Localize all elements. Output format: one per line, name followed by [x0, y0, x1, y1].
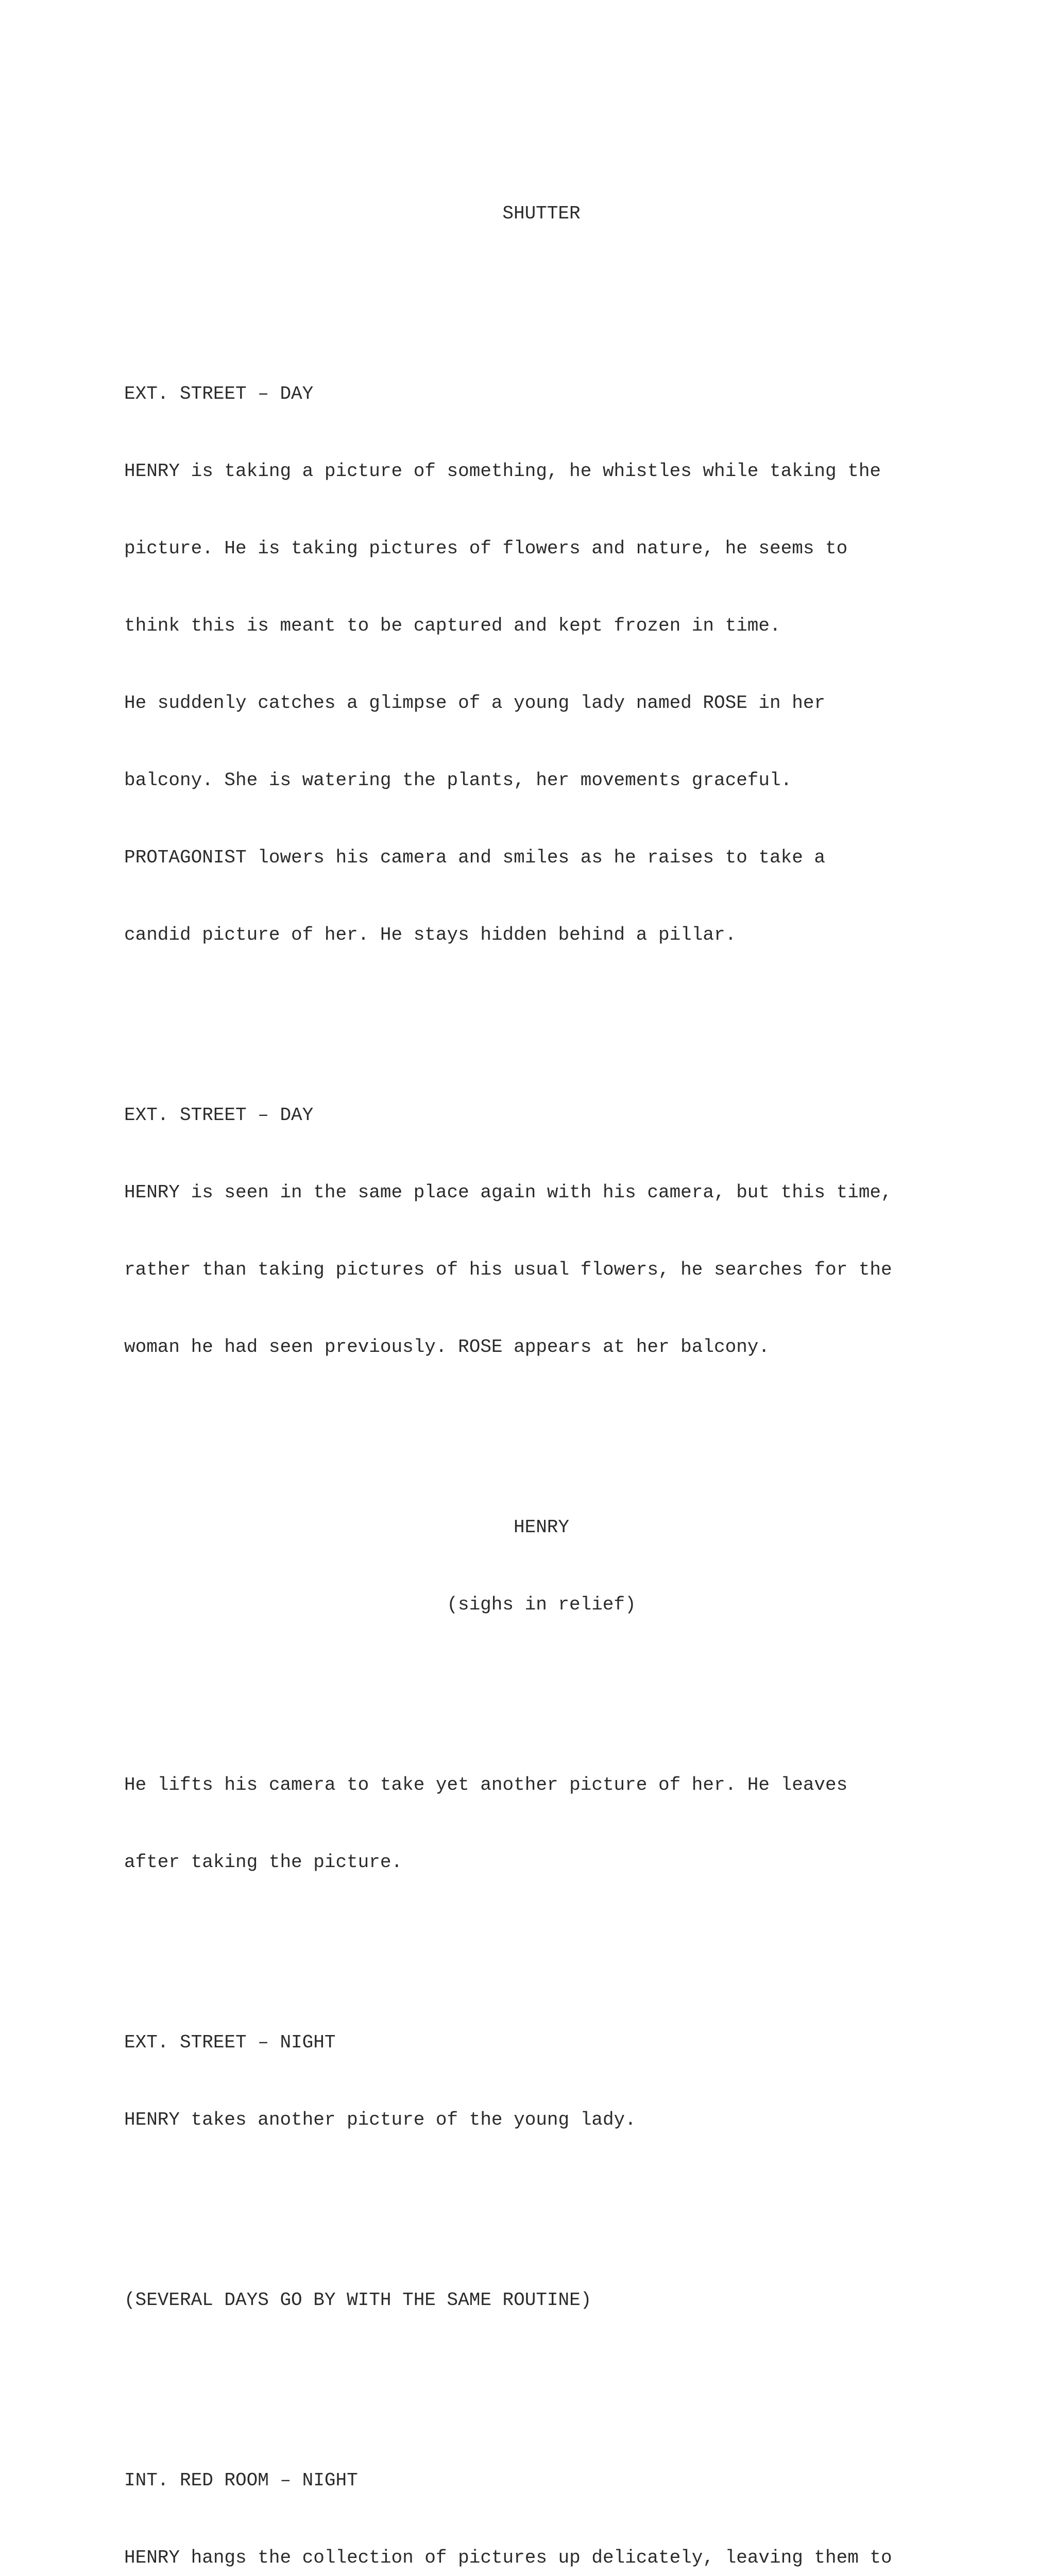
action-line: picture. He is taking pictures of flowers and nature, he seems to	[124, 538, 848, 559]
action-line: think this is meant to be captured and kept frozen in time.	[124, 615, 781, 636]
spacer	[124, 2365, 959, 2391]
scene-heading: INT. RED ROOM – NIGHT	[124, 2470, 358, 2491]
action-line: He lifts his camera to take yet another picture of her. He leaves	[124, 1774, 848, 1795]
spacer	[124, 2184, 959, 2210]
spacer	[124, 1669, 959, 1695]
action-line: candid picture of her. He stays hidden behind a pillar.	[124, 924, 737, 945]
action-line: rather than taking pictures of his usual flowers, he searches for the	[124, 1259, 892, 1280]
spacer	[124, 1412, 959, 1437]
scene-heading: EXT. STREET – DAY	[124, 1105, 314, 1126]
script-title: SHUTTER	[502, 203, 581, 224]
spacer	[124, 1927, 959, 1953]
action-line: HENRY is taking a picture of something, he whistles while taking the	[124, 461, 881, 482]
action-line: HENRY hangs the collection of pictures up delicately, leaving them to	[124, 2547, 892, 2568]
action-line: woman he had seen previously. ROSE appears at her balcony.	[124, 1336, 770, 1358]
dialogue-character: HENRY	[513, 1517, 570, 1538]
scene-heading: EXT. STREET – DAY	[124, 383, 314, 404]
transition-note: (SEVERAL DAYS GO BY WITH THE SAME ROUTINE)	[124, 2290, 592, 2311]
screenplay-body	[124, 124, 959, 2576]
spacer	[124, 999, 959, 1025]
action-line: He suddenly catches a glimpse of a young lady named ROSE in her	[124, 692, 826, 714]
action-line: HENRY is seen in the same place again with his camera, but this time,	[124, 1182, 892, 1203]
action-line: HENRY takes another picture of the young lady.	[124, 2109, 636, 2130]
scene-heading: EXT. STREET – NIGHT	[124, 2032, 336, 2053]
action-line: balcony. She is watering the plants, her movements graceful.	[124, 770, 792, 791]
action-line: after taking the picture.	[124, 1852, 403, 1873]
dialogue-parenthetical: (sighs in relief)	[447, 1594, 636, 1615]
spacer	[124, 278, 959, 304]
action-line: PROTAGONIST lowers his camera and smiles as he raises to take a	[124, 847, 826, 868]
